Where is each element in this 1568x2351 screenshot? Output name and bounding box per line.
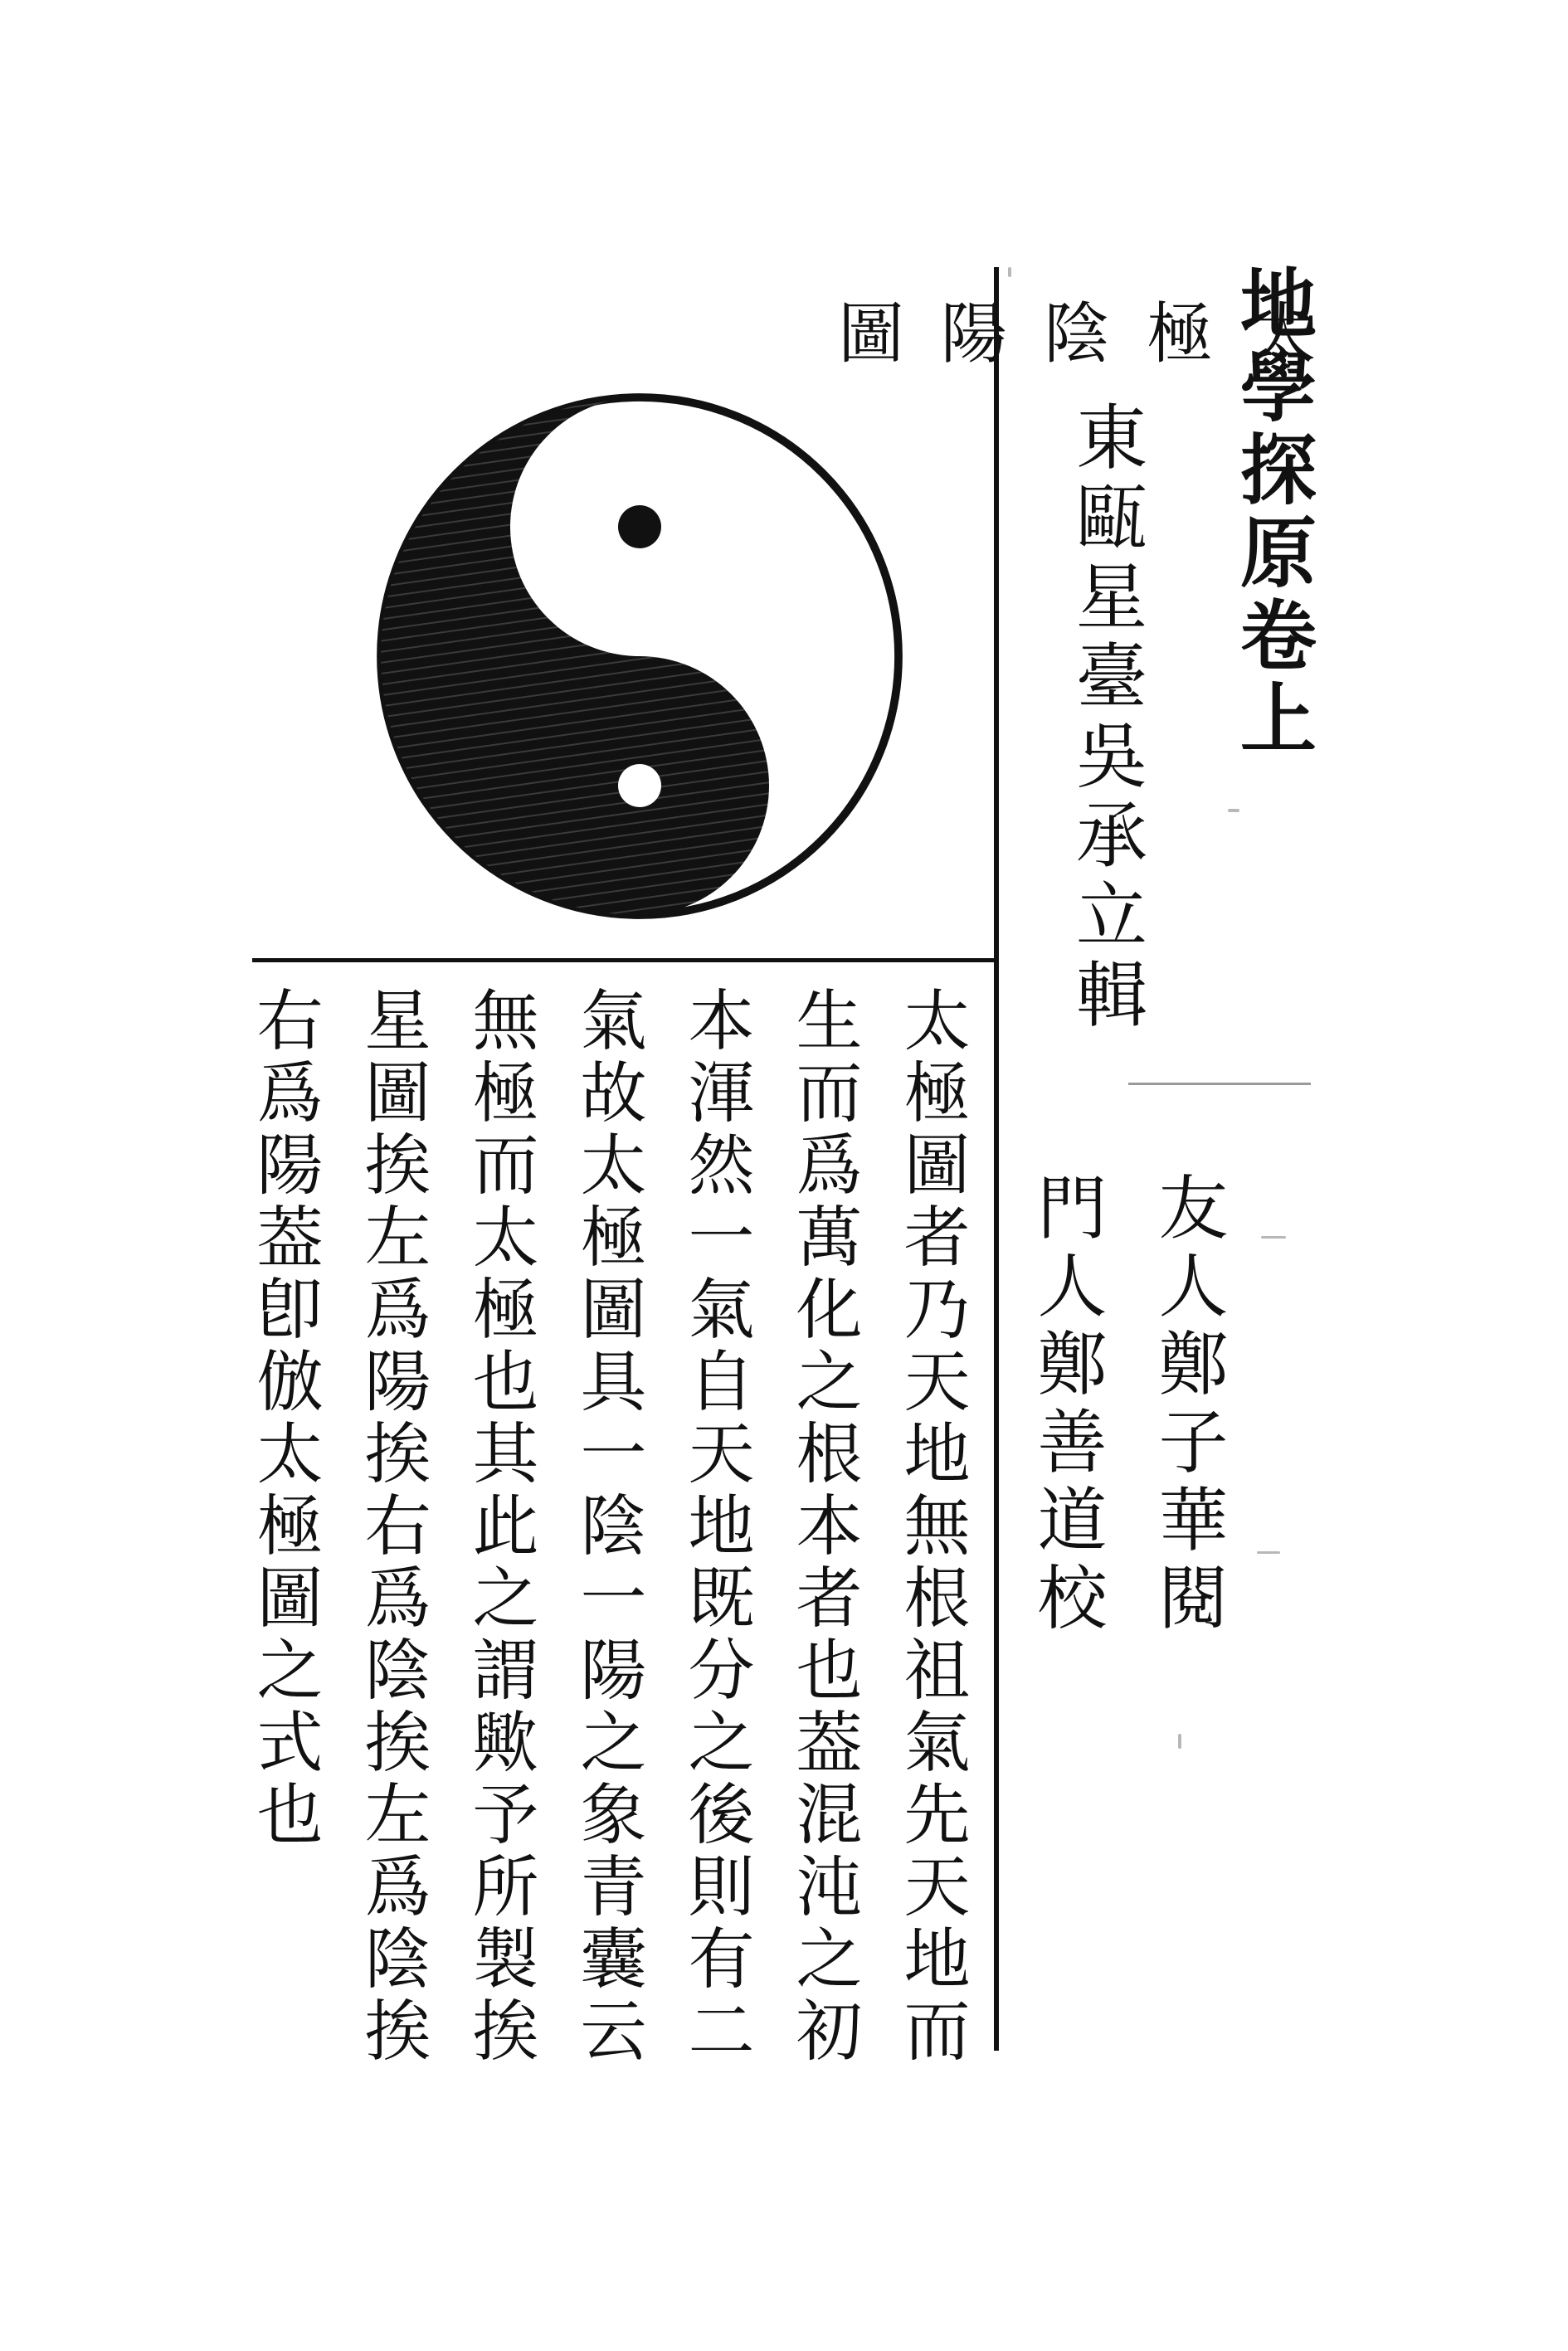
scan-speck xyxy=(1178,1734,1181,1749)
text-column-3: 本渾然一氣自天地既分之後則有二 xyxy=(677,986,754,2068)
text-column-4: 氣故太極圖具一陰一陽之象青囊云 xyxy=(569,986,646,2068)
text-column-5: 無極而太極也其此之謂歟予所製挨 xyxy=(461,986,538,2068)
scan-speck xyxy=(1261,1236,1286,1239)
faint-rule xyxy=(1128,1083,1311,1085)
text-column-7: 右爲陽葢卽倣太極圖之式也 xyxy=(246,986,323,1852)
text-column-1: 太極圖者乃天地無根祖氣先天地而 xyxy=(893,986,970,2068)
text-column-2: 生而爲萬化之根本者也葢混沌之初 xyxy=(785,986,862,2068)
yin-yang-icon xyxy=(370,387,909,926)
column-divider xyxy=(994,267,999,2051)
scan-speck xyxy=(1257,1551,1280,1554)
diagram-title xyxy=(838,280,1352,376)
diagram-title-text: 太極陰陽圖 xyxy=(838,295,1352,372)
text-column-6: 星圖挨左爲陽挨右爲陰挨左爲陰挨 xyxy=(353,986,431,2068)
compiler-line: 東甌星臺吳承立輯 xyxy=(1064,400,1147,1037)
reviewer-line: 友人鄭子華閱 xyxy=(1147,1171,1229,1639)
diagram-divider xyxy=(252,958,996,962)
proofreader-line: 門人鄭善道校 xyxy=(1026,1171,1108,1639)
scan-speck xyxy=(1008,267,1011,277)
scan-speck xyxy=(1228,809,1239,812)
book-title: 地學探原卷上 xyxy=(1228,264,1317,762)
